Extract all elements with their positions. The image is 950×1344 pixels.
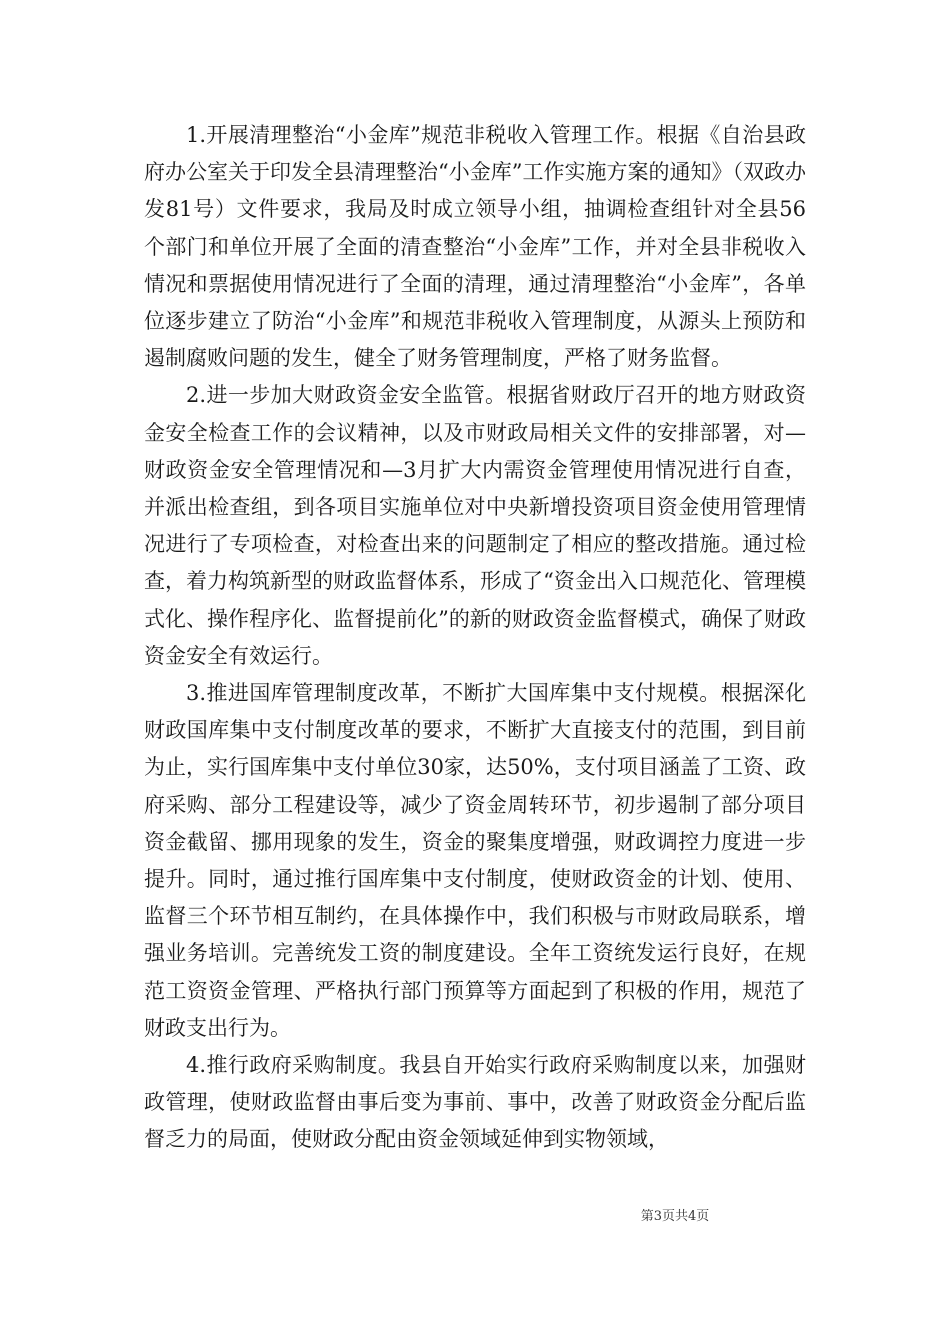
paragraph-2: 2.进一步加大财政资金安全监管。根据省财政厅召开的地方财政资金安全检查工作的会议精神，以及市财政局相关文件的安排部署，对—财政资金安全管理情况和—3月扩大内需资金管理使用情况进行自查，并派出检查组，到各项目实施单位对中央新增投资项目资金使用管理情况进行了专项检查，对检查出来的问题制定了相应的整改措施。通过检查，着力构筑新型的财政监督体系，形成了“资金出入口规范化、管理模式化、操作程序化、监督提前化”的新的财政资金监督模式，确保了财政资金安全有效运行。 — [144, 383, 806, 668]
paragraph-3: 3.推进国库管理制度改革，不断扩大国库集中支付规模。根据深化财政国库集中支付制度改革的要求，不断扩大直接支付的范围，到目前为止，实行国库集中支付单位30家，达50%，支付项目涵盖了工资、政府采购、部分工程建设等，减少了资金周转环节，初步遏制了部分项目资金截留、挪用现象的发生，资金的聚集度增强，财政调控力度进一步提升。同时，通过推行国库集中支付制度，使财政资金的计划、使用、监督三个环节相互制约，在具体操作中，我们积极与市财政局联系，增强业务培训。完善统发工资的制度建设。全年工资统发运行良好，在规范工资资金管理、严格执行部门预算等方面起到了积极的作用，规范了财政支出行为。 — [144, 681, 806, 1040]
page-number: 第3页共4页 — [640, 1209, 710, 1224]
page-footer — [0, 1205, 950, 1224]
document-body — [144, 117, 806, 1159]
paragraph-4: 4.推行政府采购制度。我县自开始实行政府采购制度以来，加强财政管理，使财政监督由事后变为事前、事中，改善了财政资金分配后监督乏力的局面，使财政分配由资金领域延伸到实物领域， — [144, 1053, 806, 1152]
paragraph-1: 1.开展清理整治“小金库”规范非税收入管理工作。根据《自治县政府办公室关于印发全县清理整治“小金库”工作实施方案的通知》（双政办发81号）文件要求，我局及时成立领导小组，抽调检查组针对全县56个部门和单位开展了全面的清查整治“小金库”工作，并对全县非税收入情况和票据使用情况进行了全面的清理，通过清理整治“小金库”，各单位逐步建立了防治“小金库”和规范非税收入管理制度，从源头上预防和遏制腐败问题的发生，健全了财务管理制度，严格了财务监督。 — [144, 123, 806, 371]
